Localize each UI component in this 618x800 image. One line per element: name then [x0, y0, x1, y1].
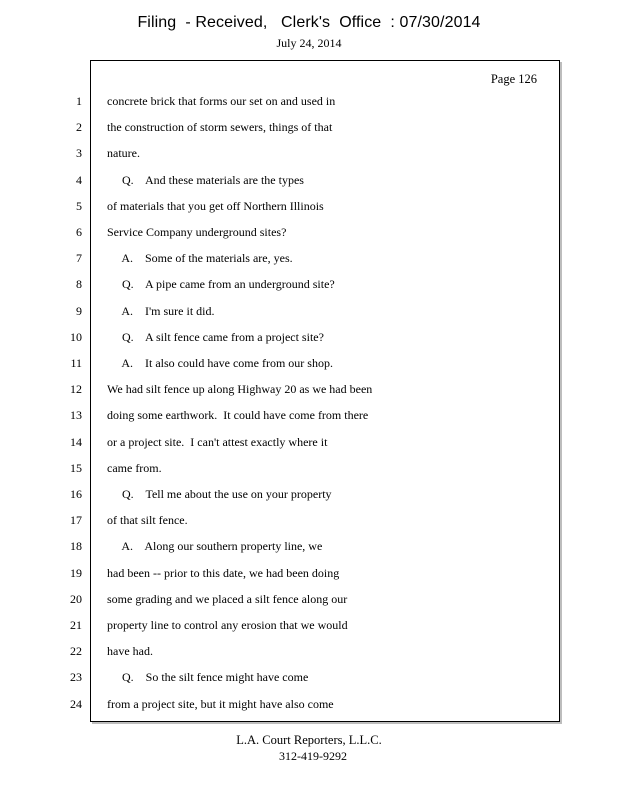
line-number: 23: [70, 670, 82, 684]
line-text: property line to control any erosion that we would: [107, 618, 348, 632]
line-number: 24: [70, 697, 82, 711]
line-text: some grading and we placed a silt fence along our: [107, 592, 348, 606]
line-number: 18: [70, 539, 82, 553]
filing-stamp: Filing - Received, Clerk's Office : 07/30/2014: [137, 14, 481, 31]
line-text: Q. A silt fence came from a project site?: [107, 330, 324, 344]
page-number: Page 126: [490, 72, 537, 86]
line-number: 14: [70, 435, 82, 449]
line-text: A. It also could have come from our shop.: [107, 356, 333, 370]
line-number: 20: [70, 592, 82, 606]
line-number: 21: [70, 618, 82, 632]
line-text: from a project site, but it might have also come: [107, 697, 334, 711]
line-text: came from.: [107, 461, 162, 475]
line-number: 19: [70, 566, 82, 580]
line-text: nature.: [107, 146, 140, 160]
line-text: We had silt fence up along Highway 20 as we had been: [107, 382, 373, 396]
line-number: 13: [70, 408, 82, 422]
line-number: 5: [76, 199, 82, 213]
line-text: A. Some of the materials are, yes.: [107, 251, 293, 265]
line-text: have had.: [107, 644, 153, 658]
line-text: Q. And these materials are the types: [107, 173, 304, 187]
reporter-name: L.A. Court Reporters, L.L.C.: [236, 733, 382, 747]
line-text: of materials that you get off Northern Illinois: [107, 199, 324, 213]
line-text: of that silt fence.: [107, 513, 188, 527]
line-text: doing some earthwork. It could have come from there: [107, 408, 369, 422]
line-number: 6: [76, 225, 82, 239]
line-number: 17: [70, 513, 82, 527]
line-number: 10: [70, 330, 82, 344]
line-text: concrete brick that forms our set on and used in: [107, 94, 336, 108]
line-text: had been -- prior to this date, we had been doing: [107, 566, 340, 580]
line-text: Q. A pipe came from an underground site?: [107, 277, 335, 291]
line-number: 7: [76, 251, 82, 265]
line-number: 2: [76, 120, 82, 134]
line-number: 8: [76, 277, 82, 291]
line-number: 15: [70, 461, 82, 475]
reporter-phone: 312-419-9292: [279, 749, 347, 763]
line-number: 1: [76, 94, 82, 108]
line-text: or a project site. I can't attest exactly where it: [107, 435, 328, 449]
line-text: Q. So the silt fence might have come: [107, 670, 309, 684]
line-number: 22: [70, 644, 82, 658]
transcript-date: July 24, 2014: [276, 36, 342, 50]
line-number: 4: [76, 173, 82, 187]
line-number: 11: [70, 356, 82, 370]
line-text: Service Company underground sites?: [107, 225, 287, 239]
line-number: 12: [70, 382, 82, 396]
line-text: A. I'm sure it did.: [107, 304, 215, 318]
line-text: A. Along our southern property line, we: [107, 539, 323, 553]
line-number: 3: [76, 146, 82, 160]
line-number: 16: [70, 487, 82, 501]
line-text: Q. Tell me about the use on your property: [107, 487, 332, 501]
line-text: the construction of storm sewers, things of that: [107, 120, 333, 134]
line-number: 9: [76, 304, 82, 318]
